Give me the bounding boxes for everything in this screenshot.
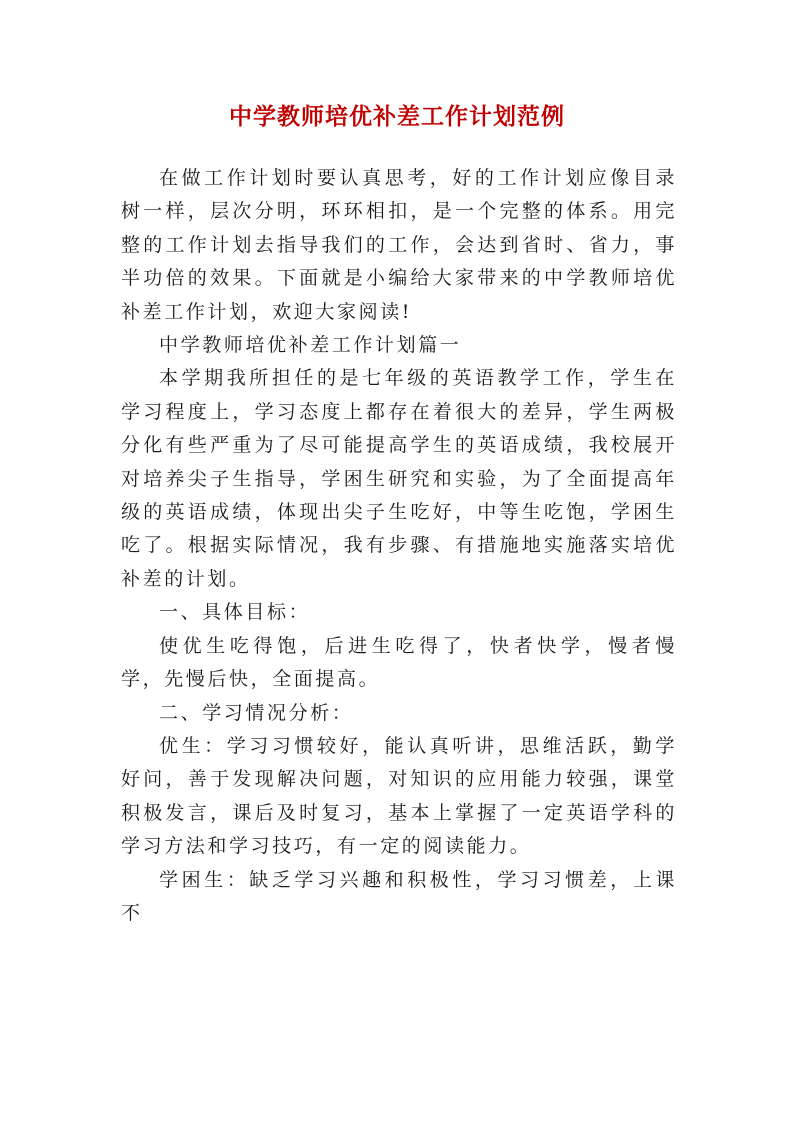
- paragraph-goals: 使优生吃得饱，后进生吃得了，快者快学，慢者慢学，先慢后快，全面提高。: [121, 634, 677, 691]
- paragraph-struggling-students: 学困生：缺乏学习兴趣和积极性，学习习惯差，上课不: [121, 868, 677, 924]
- paragraph-intro: 在做工作计划时要认真思考，好的工作计划应像目录树一样，层次分明，环环相扣，是一个完整的体系。用完整的工作计划去指导我们的工作，会达到省时、省力，事半功倍的效果。下面就是小编给大家带来的中学教师培优补差工作计划，欢迎大家阅读!: [121, 167, 677, 323]
- heading-specific-goals: 一、具体目标：: [159, 601, 311, 624]
- document-title: 中学教师培优补差工作计划范例: [229, 103, 565, 130]
- section-heading-part-one: 中学教师培优补差工作计划篇一: [159, 334, 462, 357]
- document-body: [121, 162, 677, 930]
- paragraph-top-students: 优生：学习习惯较好，能认真听讲，思维活跃，勤学好问，善于发现解决问题，对知识的应用能力较强，课堂积极发言，课后及时复习，基本上掌握了一定英语学科的学习方法和学习技巧，有一定的阅读能力。: [121, 734, 677, 858]
- heading-learning-analysis: 二、学习情况分析：: [159, 701, 354, 724]
- paragraph-teaching-situation: 本学期我所担任的是七年级的英语教学工作，学生在学习程度上，学习态度上都存在着很大的差异，学生两极分化有些严重为了尽可能提高学生的英语成绩，我校展开对培养尖子生指导，学困生研究和实验，为了全面提高年级的英语成绩，体现出尖子生吃好，中等生吃饱，学困生吃了。根据实际情况，我有步骤、有措施地实施落实培优补差的计划。: [121, 367, 677, 590]
